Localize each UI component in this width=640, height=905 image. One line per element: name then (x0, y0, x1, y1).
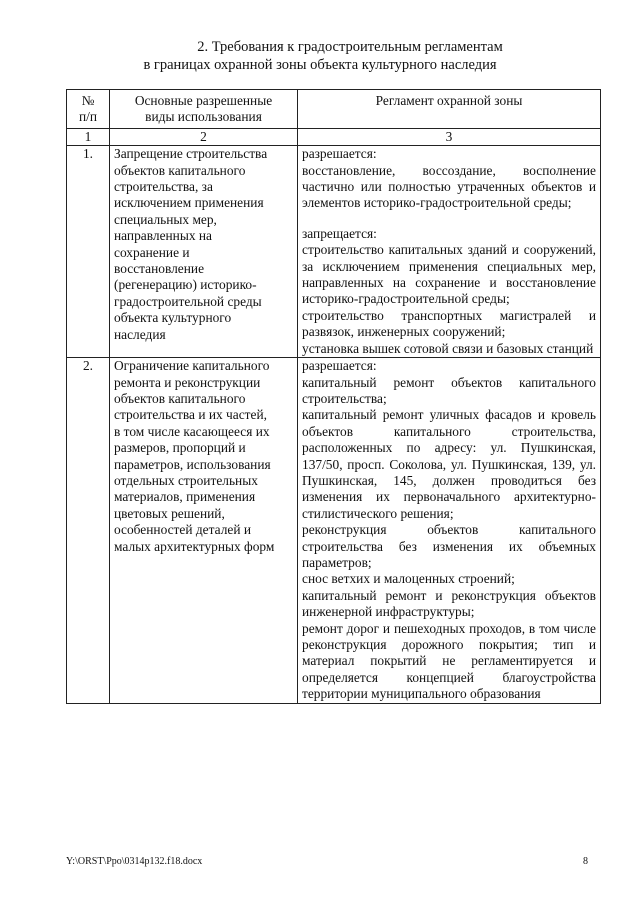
footer-file-path: Y:\ORST\Ppo\0314p132.f18.docx (66, 856, 203, 867)
allowed-label: разрешается: (302, 146, 377, 162)
row-kind: Запрещение строительства объектов капитального строительства, за исключением применения специальных мер, направленных на сохранение и восстановление (регенерацию) историко- градостроительной среды объекта культурного наследия (110, 146, 298, 358)
column-index: 1 (67, 128, 110, 145)
forbidden-item: установка вышек сотовой связи и базовых станций (302, 340, 594, 356)
allowed-item: капитальный ремонт уличных фасадов и кровель объектов капитального строительства, расположенных по адресу: ул. Пушкинская, 137/50, просп. Соколова, ул. Пушкинская, 139, ул. Пушкинская, 145, должен проводиться без изменения их первоначального архитектурно-стилистического решения; (302, 407, 596, 521)
allowed-item: капитальный ремонт объектов капитального строительства; (302, 374, 596, 406)
allowed-label: разрешается: (302, 358, 377, 374)
forbidden-item: строительство капитальных зданий и сооружений, за исключением применения специальных мер, направленных на сохранение и восстановление историко-градостроительной среды; (302, 242, 596, 307)
footer-page-number: 8 (583, 856, 588, 867)
column-index-row (67, 128, 601, 145)
heading-line-1: 2. Требования к градостроительным регламентам (197, 39, 503, 55)
heading-line-2: в границах охранной зоны объекта культурного наследия (143, 57, 497, 73)
row-kind: Ограничение капитального ремонта и реконструкции объектов капитального строительства и их частей, в том числе касающееся их размеров, пропорций и параметров, использования отдельных строительных материалов, применения цветовых решений, особенностей деталей и малых архитектурных форм (110, 358, 298, 704)
allowed-text: восстановление, воссоздание, восполнение частично или полностью утраченных объектов и элементов историко-градостроительной среды; (302, 162, 596, 211)
row-regulation (298, 358, 601, 704)
header-regulation: Регламент охранной зоны (298, 90, 601, 129)
allowed-item: снос ветхих и малоценных строений; (302, 571, 515, 587)
allowed-item: ремонт дорог и пешеходных проходов, в том числе реконструкция дорожного покрытия; тип и материал покрытий не регламентируется и определяется концепцией благоустройства территории муниципального образования (302, 620, 596, 702)
forbidden-label: запрещается: (302, 225, 377, 241)
forbidden-item: строительство транспортных магистралей и развязок, инженерных сооружений; (302, 307, 596, 340)
allowed-item: капитальный ремонт и реконструкция объектов инженерной инфраструктуры; (302, 587, 596, 620)
regulations-table (66, 89, 601, 704)
table-row (67, 358, 601, 704)
row-regulation (298, 146, 601, 358)
allowed-item: реконструкция объектов капитального строительства без изменения их объемных параметров; (302, 522, 596, 570)
table-row (67, 146, 601, 358)
header-kinds: Основные разрешенные виды использования (110, 90, 298, 129)
row-number: 2. (67, 358, 110, 704)
column-index: 3 (298, 128, 601, 145)
section-heading (0, 38, 640, 74)
header-number: № п/п (67, 90, 110, 129)
row-number: 1. (67, 146, 110, 358)
column-index: 2 (110, 128, 298, 145)
table-header-row (67, 90, 601, 129)
